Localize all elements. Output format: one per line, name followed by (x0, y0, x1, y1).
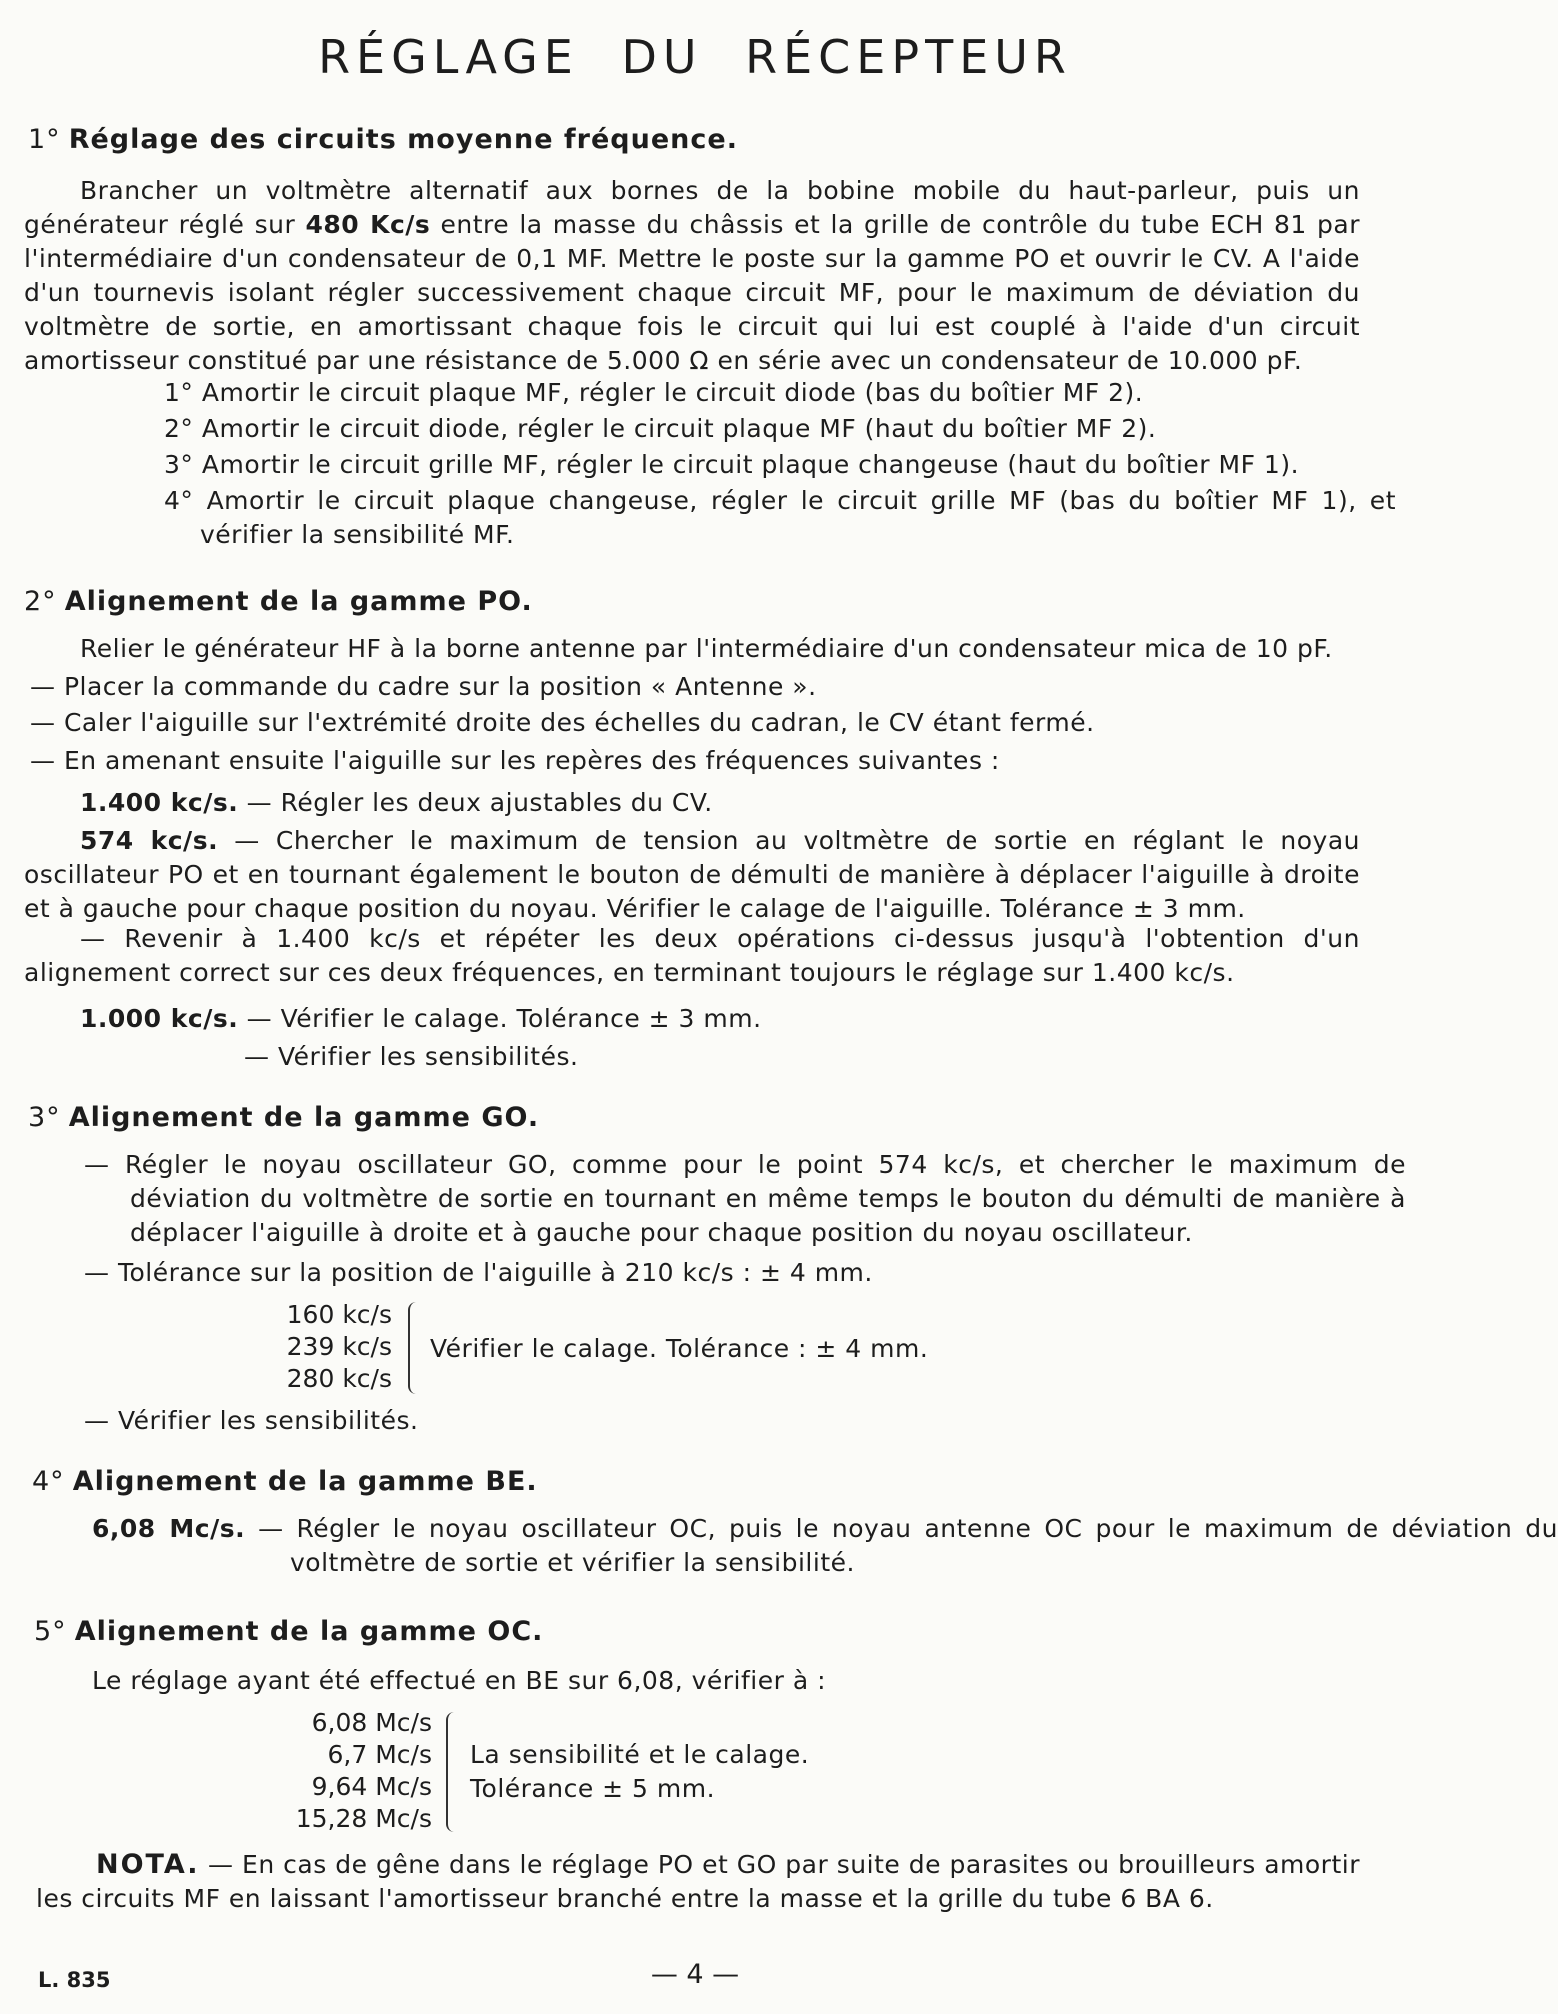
section-3-check-sensitivities: — Vérifier les sensibilités. (84, 1406, 419, 1435)
section-2-heading: 2° Alignement de la gamme PO. (24, 586, 533, 617)
section-2-line-2: — Placer la commande du cadre sur la position « Antenne ». (30, 672, 817, 701)
section-1-heading (28, 122, 738, 158)
freq-1400-line: 1.400 kc/s. — Régler les deux ajustables du CV. (80, 788, 713, 817)
oc-check-text: La sensibilité et le calage. (470, 1740, 810, 1769)
freq-574-paragraph: 574 kc/s. — Chercher le maximum de tension au voltmètre de sortie en réglant le noyau oscillateur PO et en tournant également le bouton de démulti de manière à déplacer l'aiguille à droite et à gauche pour chaque position du noyau. Vérifier le calage de l'aiguille. Tolérance ± 3 mm. (24, 826, 1361, 923)
freq-1000-line: 1.000 kc/s. — Vérifier le calage. Tolérance ± 3 mm. (80, 1004, 762, 1033)
page-title: RÉGLAGE DU RÉCEPTEUR (318, 30, 1072, 84)
go-check-text: Vérifier le calage. Tolérance : ± 4 mm. (430, 1334, 929, 1363)
nota-label: NOTA. (96, 1849, 200, 1880)
section-3-tolerance: — Tolérance sur la position de l'aiguille à 210 kc/s : ± 4 mm. (84, 1258, 873, 1287)
section-2-line-3: — Caler l'aiguille sur l'extrémité droite des échelles du cadran, le CV étant fermé. (30, 708, 1095, 737)
frequency-480: 480 Kc/s (305, 210, 431, 239)
section-2-line-1: Relier le générateur HF à la borne antenne par l'intermédiaire d'un condensateur mica de 10 pF. (80, 634, 1333, 663)
step-2: 2° Amortir le circuit diode, régler le circuit plaque MF (haut du boîtier MF 2). (164, 414, 1157, 443)
oc-freq-1528: 15,28 Mc/s (295, 1804, 432, 1833)
go-freq-280: 280 kc/s (286, 1364, 392, 1393)
go-freq-239: 239 kc/s (286, 1332, 392, 1361)
nota-paragraph: NOTA. — En cas de gêne dans le réglage PO et GO par suite de parasites ou brouilleurs amortir les circuits MF en laissant l'amortisseur branché entre la masse et la grille du tube 6 BA 6. (36, 1849, 1360, 1913)
go-freq-brace (408, 1302, 420, 1394)
go-freq-160: 160 kc/s (286, 1300, 392, 1329)
step-4: 4° Amortir le circuit plaque changeuse, régler le circuit grille MF (bas du boîtier MF 1), et vérifier la sensibilité MF. (164, 486, 1396, 549)
section-3-paragraph: — Régler le noyau oscillateur GO, comme pour le point 574 kc/s, et chercher le maximum de déviation du voltmètre de sortie en tournant en même temps le bouton du démulti de manière à déplacer l'aiguille à droite et à gauche pour chaque position du noyau oscillateur. (84, 1150, 1406, 1247)
section-4-heading: 4° Alignement de la gamme BE. (32, 1466, 538, 1497)
oc-freq-608: 6,08 Mc/s (311, 1708, 432, 1737)
document-reference: L. 835 (38, 1968, 111, 1992)
step-3: 3° Amortir le circuit grille MF, régler le circuit plaque changeuse (haut du boîtier MF 1). (164, 450, 1300, 479)
section-2-repeat-paragraph: — Revenir à 1.400 kc/s et répéter les deux opérations ci-dessus jusqu'à l'obtention d'un alignement correct sur ces deux fréquences, en terminant toujours le réglage sur 1.400 kc/s. (24, 924, 1360, 987)
section-2-line-4: — En amenant ensuite l'aiguille sur les repères des fréquences suivantes : (30, 746, 1000, 775)
section-1-title: Réglage des circuits moyenne fréquence. (68, 124, 738, 155)
section-3-heading: 3° Alignement de la gamme GO. (28, 1102, 540, 1133)
freq-608-paragraph: 6,08 Mc/s. — Régler le noyau oscillateur OC, puis le noyau antenne OC pour le maximum de déviation du voltmètre de sortie et vérifier la sensibilité. (92, 1514, 1558, 1577)
oc-freq-brace (446, 1712, 458, 1832)
section-1-paragraph: Brancher un voltmètre alternatif aux bornes de la bobine mobile du haut-parleur, puis un générateur réglé sur 480 Kc/s entre la masse du châssis et la grille de contrôle du tube ECH 81 par l'intermédiaire d'un condensateur de 0,1 MF. Mettre le poste sur la gamme PO et ouvrir le CV. A l'aide d'un tournevis isolant régler successivement chaque circuit MF, pour le maximum de déviation du voltmètre de sortie, en amortissant chaque fois le circuit qui lui est couplé à l'aide d'un circuit amortisseur constitué par une résistance de 5.000 Ω en série avec un condensateur de 10.000 pF. (24, 176, 1360, 375)
section-5-intro: Le réglage ayant été effectué en BE sur 6,08, vérifier à : (92, 1666, 827, 1695)
section-5-heading: 5° Alignement de la gamme OC. (34, 1616, 544, 1647)
oc-tolerance-text: Tolérance ± 5 mm. (470, 1774, 716, 1803)
page-number: — 4 — (650, 1959, 740, 1990)
oc-freq-964: 9,64 Mc/s (311, 1772, 432, 1801)
oc-freq-67: 6,7 Mc/s (327, 1740, 432, 1769)
step-1: 1° Amortir le circuit plaque MF, régler le circuit diode (bas du boîtier MF 2). (164, 378, 1144, 407)
section-2-check-sensitivities: — Vérifier les sensibilités. (244, 1042, 579, 1071)
section-1-number: 1° (28, 124, 61, 155)
